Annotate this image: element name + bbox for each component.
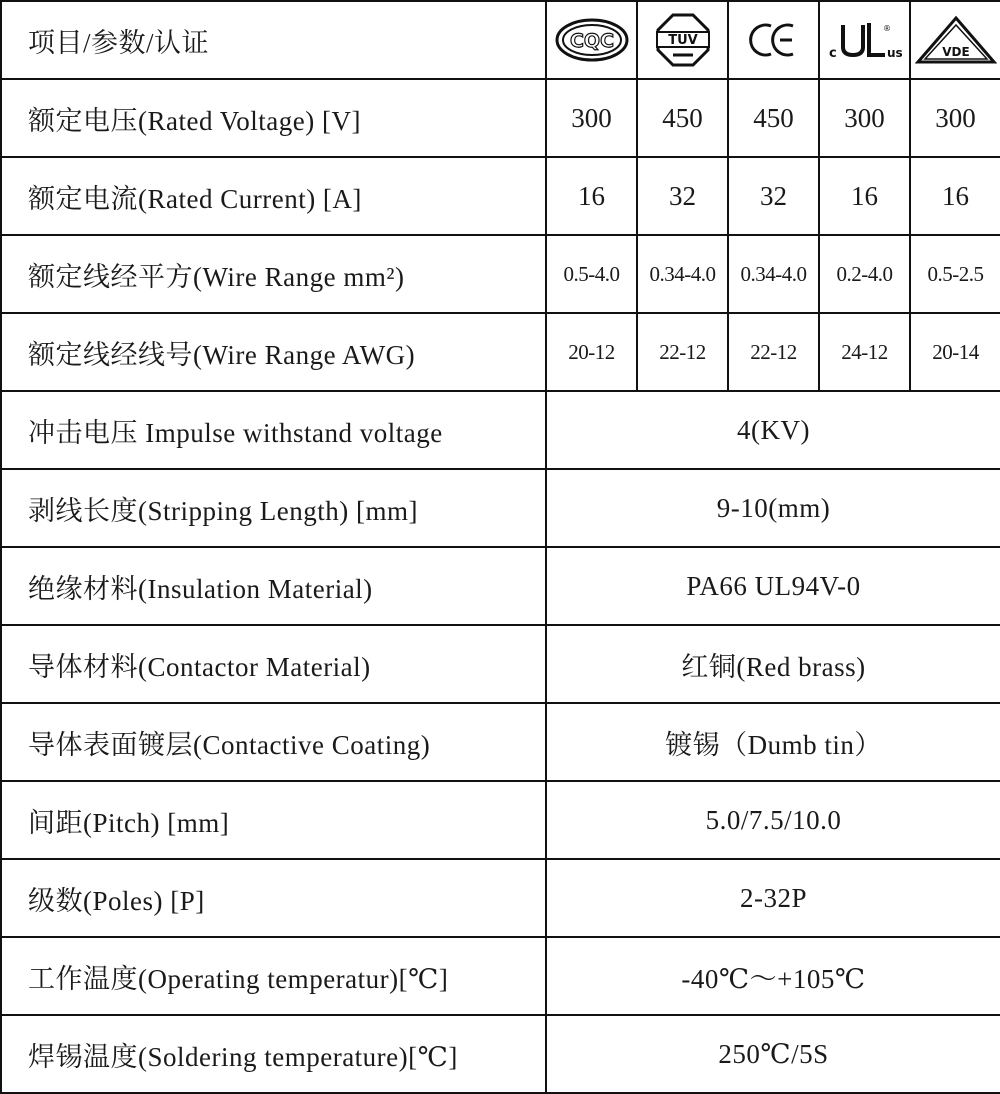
value-wire-range-mm-tuv: 0.34-4.0 bbox=[637, 235, 728, 313]
header-row bbox=[1, 1, 1000, 79]
value-wire-range-awg-vde: 20-14 bbox=[910, 313, 1000, 391]
value-wire-range-mm-cqc: 0.5-4.0 bbox=[546, 235, 637, 313]
label-pitch: 间距(Pitch) [mm] bbox=[1, 781, 546, 859]
label-impulse-voltage: 冲击电压 Impulse withstand voltage bbox=[1, 391, 546, 469]
row-rated-voltage bbox=[1, 79, 1000, 157]
value-rated-voltage-tuv: 450 bbox=[637, 79, 728, 157]
value-operating-temp: -40℃～+105℃ bbox=[546, 937, 1000, 1015]
value-soldering-temp: 250℃/5S bbox=[546, 1015, 1000, 1093]
value-wire-range-mm-ce: 0.34-4.0 bbox=[728, 235, 819, 313]
label-contactor-material: 导体材料(Contactor Material) bbox=[1, 625, 546, 703]
svg-text:us: us bbox=[886, 46, 903, 60]
value-rated-current-cqc: 16 bbox=[546, 157, 637, 235]
cert-cqc bbox=[546, 1, 637, 79]
value-wire-range-mm-vde: 0.5-2.5 bbox=[910, 235, 1000, 313]
tuv-logo-icon bbox=[655, 12, 711, 68]
row-wire-range-awg bbox=[1, 313, 1000, 391]
row-poles bbox=[1, 859, 1000, 937]
header-label: 项目/参数/认证 bbox=[1, 1, 546, 79]
cul-us-logo-icon bbox=[825, 17, 905, 63]
value-rated-current-tuv: 32 bbox=[637, 157, 728, 235]
value-poles: 2-32P bbox=[546, 859, 1000, 937]
label-rated-voltage: 额定电压(Rated Voltage) [V] bbox=[1, 79, 546, 157]
cert-ce bbox=[728, 1, 819, 79]
row-impulse-voltage bbox=[1, 391, 1000, 469]
value-wire-range-mm-ul: 0.2-4.0 bbox=[819, 235, 910, 313]
value-rated-voltage-ce: 450 bbox=[728, 79, 819, 157]
row-rated-current bbox=[1, 157, 1000, 235]
vde-logo-icon bbox=[915, 15, 997, 65]
label-insulation-material: 绝缘材料(Insulation Material) bbox=[1, 547, 546, 625]
label-wire-range-mm: 额定线经平方(Wire Range mm²) bbox=[1, 235, 546, 313]
row-contactive-coating bbox=[1, 703, 1000, 781]
ce-logo-icon bbox=[749, 18, 799, 62]
cqc-logo-icon bbox=[555, 18, 629, 62]
label-soldering-temp: 焊锡温度(Soldering temperature)[℃] bbox=[1, 1015, 546, 1093]
row-operating-temp bbox=[1, 937, 1000, 1015]
row-stripping-length bbox=[1, 469, 1000, 547]
label-contactive-coating: 导体表面镀层(Contactive Coating) bbox=[1, 703, 546, 781]
label-poles: 级数(Poles) [P] bbox=[1, 859, 546, 937]
cert-cul-us bbox=[819, 1, 910, 79]
value-rated-voltage-vde: 300 bbox=[910, 79, 1000, 157]
value-rated-current-ce: 32 bbox=[728, 157, 819, 235]
svg-text:c: c bbox=[828, 46, 837, 61]
label-wire-range-awg: 额定线经线号(Wire Range AWG) bbox=[1, 313, 546, 391]
label-rated-current: 额定电流(Rated Current) [A] bbox=[1, 157, 546, 235]
svg-text:CQC: CQC bbox=[569, 30, 614, 52]
label-stripping-length: 剥线长度(Stripping Length) [mm] bbox=[1, 469, 546, 547]
cert-vde bbox=[910, 1, 1000, 79]
value-stripping-length: 9-10(mm) bbox=[546, 469, 1000, 547]
cert-tuv bbox=[637, 1, 728, 79]
value-rated-voltage-ul: 300 bbox=[819, 79, 910, 157]
row-contactor-material bbox=[1, 625, 1000, 703]
svg-text:VDE: VDE bbox=[941, 45, 970, 59]
value-impulse-voltage: 4(KV) bbox=[546, 391, 1000, 469]
value-contactor-material: 红铜(Red brass) bbox=[546, 625, 1000, 703]
value-wire-range-awg-cqc: 20-12 bbox=[546, 313, 637, 391]
value-rated-current-ul: 16 bbox=[819, 157, 910, 235]
value-rated-current-vde: 16 bbox=[910, 157, 1000, 235]
svg-text:TUV: TUV bbox=[667, 33, 698, 48]
row-insulation-material bbox=[1, 547, 1000, 625]
value-pitch: 5.0/7.5/10.0 bbox=[546, 781, 1000, 859]
svg-text:®: ® bbox=[882, 24, 891, 33]
value-wire-range-awg-ce: 22-12 bbox=[728, 313, 819, 391]
value-insulation-material: PA66 UL94V-0 bbox=[546, 547, 1000, 625]
value-wire-range-awg-ul: 24-12 bbox=[819, 313, 910, 391]
row-pitch bbox=[1, 781, 1000, 859]
value-contactive-coating: 镀锡（Dumb tin） bbox=[546, 703, 1000, 781]
value-rated-voltage-cqc: 300 bbox=[546, 79, 637, 157]
row-wire-range-mm bbox=[1, 235, 1000, 313]
row-soldering-temp bbox=[1, 1015, 1000, 1093]
label-operating-temp: 工作温度(Operating temperatur)[℃] bbox=[1, 937, 546, 1015]
value-wire-range-awg-tuv: 22-12 bbox=[637, 313, 728, 391]
